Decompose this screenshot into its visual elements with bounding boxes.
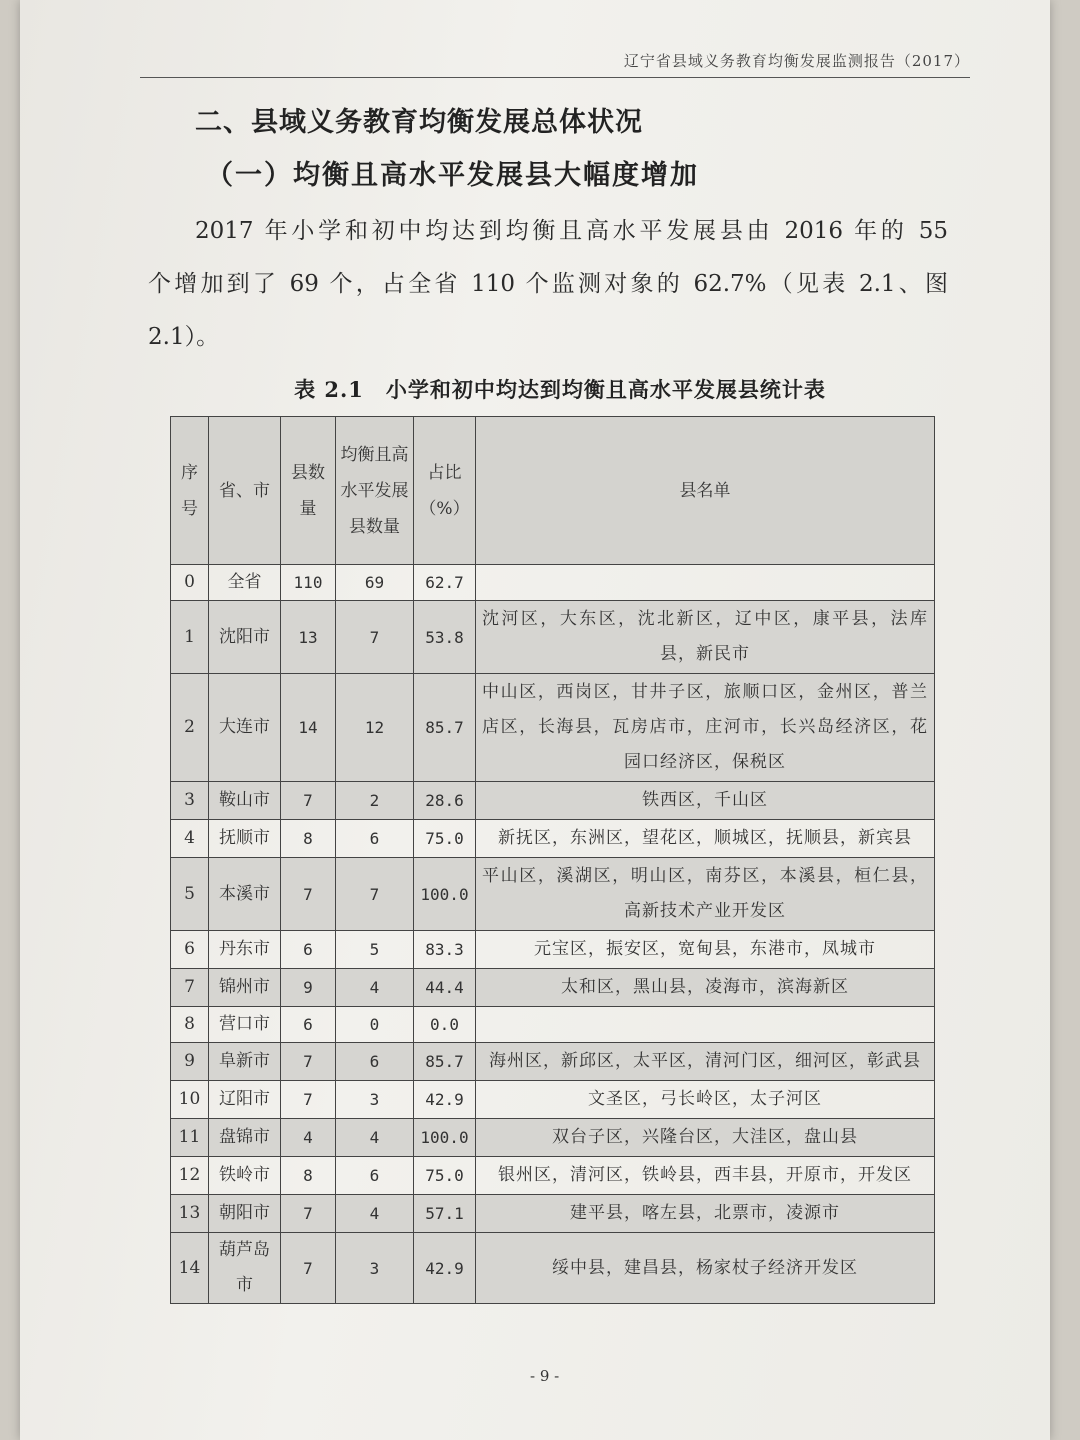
table-row xyxy=(171,1081,935,1119)
cell-count: 7 xyxy=(281,1043,336,1081)
cell-count: 8 xyxy=(281,1157,336,1195)
cell-pct: 100.0 xyxy=(414,858,476,931)
cell-pct: 28.6 xyxy=(414,782,476,820)
cell-count: 7 xyxy=(281,1195,336,1233)
cell-city: 沈阳市 xyxy=(209,601,281,674)
cell-city: 盘锦市 xyxy=(209,1119,281,1157)
table-row xyxy=(171,858,935,931)
paragraph-line: 2.1）。 xyxy=(148,324,220,350)
cell-county-list: 平山区，溪湖区，明山区，南芬区，本溪县，桓仁县，高新技术产业开发区 xyxy=(476,858,935,931)
cell-county-list: 双台子区，兴隆台区，大洼区，盘山县 xyxy=(476,1119,935,1157)
cell-no: 3 xyxy=(171,782,209,820)
cell-no: 4 xyxy=(171,820,209,858)
cell-count: 4 xyxy=(281,1119,336,1157)
cell-count: 8 xyxy=(281,820,336,858)
cell-county-list: 太和区，黑山县，凌海市，滨海新区 xyxy=(476,969,935,1007)
cell-county-list: 新抚区，东洲区，望花区，顺城区，抚顺县，新宾县 xyxy=(476,820,935,858)
subsection-title: （一）均衡且高水平发展县大幅度增加 xyxy=(206,160,699,191)
cell-balanced: 6 xyxy=(336,1157,414,1195)
cell-city: 本溪市 xyxy=(209,858,281,931)
cell-count: 110 xyxy=(281,565,336,601)
cell-count: 7 xyxy=(281,1233,336,1304)
table-row xyxy=(171,565,935,601)
col-header-list: 县名单 xyxy=(476,417,935,565)
cell-pct: 75.0 xyxy=(414,820,476,858)
paragraph-line: 个增加到了 69 个，占全省 110 个监测对象的 62.7%（见表 2.1、图 xyxy=(148,271,948,297)
cell-count: 9 xyxy=(281,969,336,1007)
cell-county-list: 沈河区，大东区，沈北新区，辽中区，康平县，法库县，新民市 xyxy=(476,601,935,674)
table-row xyxy=(171,782,935,820)
cell-balanced: 0 xyxy=(336,1007,414,1043)
cell-balanced: 12 xyxy=(336,674,414,782)
cell-count: 7 xyxy=(281,858,336,931)
page-number: - 9 - xyxy=(530,1367,560,1385)
cell-balanced: 5 xyxy=(336,931,414,969)
col-header-count: 县数量 xyxy=(281,417,336,565)
cell-county-list: 绥中县，建昌县，杨家杖子经济开发区 xyxy=(476,1233,935,1304)
cell-count: 6 xyxy=(281,1007,336,1043)
cell-balanced: 3 xyxy=(336,1233,414,1304)
cell-county-list: 铁西区，千山区 xyxy=(476,782,935,820)
cell-count: 6 xyxy=(281,931,336,969)
table-row xyxy=(171,1233,935,1304)
cell-city: 铁岭市 xyxy=(209,1157,281,1195)
table-row xyxy=(171,1007,935,1043)
cell-no: 5 xyxy=(171,858,209,931)
body-paragraph xyxy=(148,205,948,364)
col-header-balanced: 均衡且高水平发展县数量 xyxy=(336,417,414,565)
col-header-pct: 占比（%） xyxy=(414,417,476,565)
table-row xyxy=(171,1043,935,1081)
cell-city: 营口市 xyxy=(209,1007,281,1043)
cell-balanced: 6 xyxy=(336,1043,414,1081)
cell-balanced: 4 xyxy=(336,1119,414,1157)
table-caption: 表 2.1 小学和初中均达到均衡且高水平发展县统计表 xyxy=(294,377,826,402)
cell-balanced: 69 xyxy=(336,565,414,601)
cell-pct: 53.8 xyxy=(414,601,476,674)
cell-pct: 0.0 xyxy=(414,1007,476,1043)
cell-county-list: 中山区，西岗区，甘井子区，旅顺口区，金州区，普兰店区，长海县，瓦房店市，庄河市，长兴岛经济区，花园口经济区，保税区 xyxy=(476,674,935,782)
col-header-no: 序号 xyxy=(171,417,209,565)
cell-balanced: 7 xyxy=(336,601,414,674)
cell-county-list: 银州区，清河区，铁岭县，西丰县，开原市，开发区 xyxy=(476,1157,935,1195)
cell-pct: 44.4 xyxy=(414,969,476,1007)
cell-no: 12 xyxy=(171,1157,209,1195)
cell-balanced: 3 xyxy=(336,1081,414,1119)
cell-no: 14 xyxy=(171,1233,209,1304)
cell-pct: 57.1 xyxy=(414,1195,476,1233)
statistics-table xyxy=(170,416,935,1304)
cell-city: 葫芦岛市 xyxy=(209,1233,281,1304)
cell-no: 2 xyxy=(171,674,209,782)
cell-county-list xyxy=(476,565,935,601)
table-row xyxy=(171,969,935,1007)
cell-pct: 62.7 xyxy=(414,565,476,601)
cell-pct: 42.9 xyxy=(414,1081,476,1119)
cell-no: 8 xyxy=(171,1007,209,1043)
table-row xyxy=(171,1195,935,1233)
cell-pct: 75.0 xyxy=(414,1157,476,1195)
section-title: 二、县域义务教育均衡发展总体状况 xyxy=(195,107,643,138)
table-row xyxy=(171,674,935,782)
cell-no: 7 xyxy=(171,969,209,1007)
cell-no: 0 xyxy=(171,565,209,601)
cell-city: 大连市 xyxy=(209,674,281,782)
cell-no: 6 xyxy=(171,931,209,969)
cell-county-list: 海州区，新邱区，太平区，清河门区，细河区，彰武县 xyxy=(476,1043,935,1081)
table-row xyxy=(171,931,935,969)
document-page xyxy=(20,0,1050,1440)
cell-balanced: 7 xyxy=(336,858,414,931)
cell-county-list: 文圣区，弓长岭区，太子河区 xyxy=(476,1081,935,1119)
cell-count: 7 xyxy=(281,1081,336,1119)
cell-pct: 85.7 xyxy=(414,1043,476,1081)
table-row xyxy=(171,1157,935,1195)
cell-balanced: 2 xyxy=(336,782,414,820)
cell-count: 13 xyxy=(281,601,336,674)
cell-count: 14 xyxy=(281,674,336,782)
cell-pct: 83.3 xyxy=(414,931,476,969)
cell-no: 11 xyxy=(171,1119,209,1157)
cell-balanced: 6 xyxy=(336,820,414,858)
table-row xyxy=(171,820,935,858)
cell-count: 7 xyxy=(281,782,336,820)
cell-no: 10 xyxy=(171,1081,209,1119)
paragraph-line: 2017 年小学和初中均达到均衡且高水平发展县由 2016 年的 55 xyxy=(195,218,948,244)
cell-no: 9 xyxy=(171,1043,209,1081)
table-row xyxy=(171,601,935,674)
cell-pct: 85.7 xyxy=(414,674,476,782)
cell-county-list: 元宝区，振安区，宽甸县，东港市，凤城市 xyxy=(476,931,935,969)
cell-city: 朝阳市 xyxy=(209,1195,281,1233)
cell-county-list: 建平县，喀左县，北票市，凌源市 xyxy=(476,1195,935,1233)
running-header: 辽宁省县域义务教育均衡发展监测报告（2017） xyxy=(140,50,970,78)
table-header-row xyxy=(171,417,935,565)
cell-city: 辽阳市 xyxy=(209,1081,281,1119)
cell-balanced: 4 xyxy=(336,1195,414,1233)
cell-city: 抚顺市 xyxy=(209,820,281,858)
cell-city: 丹东市 xyxy=(209,931,281,969)
cell-city: 阜新市 xyxy=(209,1043,281,1081)
cell-county-list xyxy=(476,1007,935,1043)
table-body xyxy=(171,565,935,1304)
cell-no: 13 xyxy=(171,1195,209,1233)
cell-pct: 42.9 xyxy=(414,1233,476,1304)
table-row xyxy=(171,1119,935,1157)
cell-no: 1 xyxy=(171,601,209,674)
col-header-city: 省、市 xyxy=(209,417,281,565)
cell-city: 鞍山市 xyxy=(209,782,281,820)
cell-city: 锦州市 xyxy=(209,969,281,1007)
cell-pct: 100.0 xyxy=(414,1119,476,1157)
cell-city: 全省 xyxy=(209,565,281,601)
cell-balanced: 4 xyxy=(336,969,414,1007)
